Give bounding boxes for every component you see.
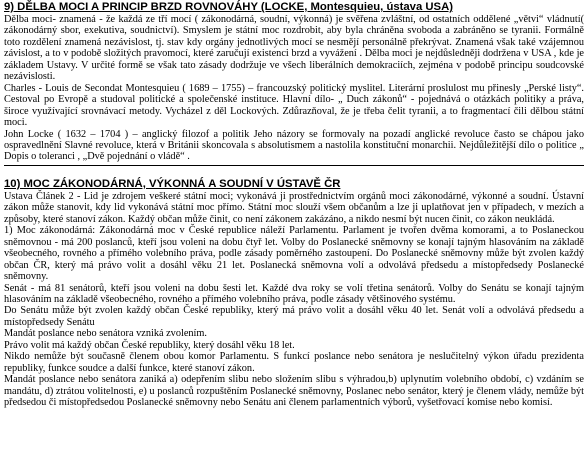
- section-10-paragraph-pravo-volit: Právo volit má každý občan České republiky, který dosáhl věku 18 let.: [4, 339, 295, 351]
- section-9-paragraph-locke: John Locke ( 1632 – 1704 ) – anglický filozof a politik Jeho názory se formovaly na pozadí anglické revoluce často se chápou jako ospravedlnění Slavné revoluce, která v Británii skoncovala s absolutismem a nastolila konstituční monarchii. Nejdůležitější dílo o politice „ Dopis o toleranci , „Dvě pojednání o vládě“ .: [4, 128, 584, 163]
- section-9-paragraph-delba-moci: Dělba moci- znamená - že každá ze tří mocí ( zákonodárná, soudní, výkonná) je svěřena zvláštní, od ostatních oddělené „větvi“ vládnutí( zákonodárný sbor, exekutiva, soudnictví). Smyslem je státní moc rozdrobit, aby byla chráněna svoboda a zabráněno se tyranii. Formálně toto rozdělení znamená nezávislost, tj. stav kdy orgány jednotlivých mocí se nesmějí personálně překrývat. Znamená však také vzájemnou závislost, a to v podobě složitých pravomocí, které zaručují existenci brzd a vyvážení . Dělba moci je nejdůsledněji dodržena v USA , kde je základem Ustavy. V určité formě se však tato zásady dodržuje ve všech liberálních demokraciích, zejména v podobě principu soudcovské nezávislosti.: [4, 14, 584, 83]
- section-10-title: 10) MOC ZÁKONODÁRNÁ, VÝKONNÁ A SOUDNÍ V ÚSTAVĚ ČR: [4, 177, 341, 190]
- section-10-paragraph-senat: Senát - má 81 senátorů, kteří jsou voleni na dobu šesti let. Každé dva roky se volí třetina senátorů. Volby do Senátu se konají tajným hlasováním na základě všeobecného, rovného a přímého volebního práva, podle zásady většinového systému.: [4, 282, 584, 305]
- section-9-title: 9) DĚLBA MOCI A PRINCIP BRZD ROVNOVÁHY (LOCKE, Montesquieu, ústava USA): [4, 1, 453, 13]
- section-10-paragraph-senat-volitelnost: Do Senátu může být zvolen každý občan České republiky, který má právo volit a dosáhl věku 40 let. Senát volí a odvolává předsedu a místopředsedy Senátu: [4, 305, 584, 328]
- document-page: [4, 1, 584, 409]
- section-9-paragraph-montesquieu: Charles - Louis de Secondat Montesquieu ( 1689 – 1755) – francouzský politický myslitel. Literární proslulost mu přinesly „Perské listy“. Cestoval po Evropě a studoval politické a společenské instituce. Hlavní dílo- „ Duch zákonů“ - pojednává o otázkách politiky a práva, široce využívající srovnávací metody. Vycházel z děl Lockových. Zdůrazňoval, že je třeba čelit tyranii, a to fragmentací čili dělbou státní moci.: [4, 82, 584, 129]
- section-10-paragraph-zakonodarna-moc: 1) Moc zákonodárná: Zákonodárná moc v České republice náleží Parlamentu. Parlament je tvořen dvěma komorami, a to Poslaneckou sněmovnou - má 200 poslanců, kteří jsou voleni na dobu čtyř let. Volby do Poslanecké sněmovny se konají tajným hlasováním na základě všeobecného, rovného a přímého volebního práva, podle zásady poměrného zastoupení. Do Poslanecké sněmovny může být zvolen každý občan ČR, který má právo volit a dosáhl věku 21 let. Poslanecká sněmovna volí a odvolává předsedu a místopředsedy Poslanecké sněmovny.: [4, 225, 584, 283]
- section-10: [4, 178, 584, 409]
- section-10-paragraph-zanik-mandatu: Mandát poslance nebo senátora zaniká a) odepřením slibu nebo složením slibu s výhradou,b) uplynutím volebního období, c) vzdáním se mandátu, d) ztrátou volitelnosti, e) u poslanců rozpuštěním Poslanecké sněmovny, Poslanec nebo senátor, který je členem vlády, nemůže být předsedou či místopředsedou Poslanecké sněmovny nebo Senátu ani členem parlamentních výborů, vyšetřovací komise nebo komisí.: [4, 374, 584, 409]
- section-10-paragraph-nesluceitelnost: Nikdo nemůže být současně členem obou komor Parlamentu. S funkcí poslance nebo senátora je neslučitelný výkon úřadu prezidenta republiky, funkce soudce a další funkce, které stanoví zákon.: [4, 351, 584, 374]
- section-10-paragraph-mandat: Mandát poslance nebo senátora vzniká zvolením.: [4, 328, 208, 340]
- section-divider: [4, 165, 584, 166]
- section-9: [4, 1, 584, 163]
- section-10-paragraph-ustava: Ustava Článek 2 - Lid je zdrojem veškeré státní moci; vykonává ji prostřednictvím orgánů moci zákonodárné, výkonné a soudní. Ústavní zákon může stanovit, kdy lid vykonává státní moc přímo. Státní moc slouží všem občanům a lze ji uplatňovat jen v případech, v mezích a způsoby, které stanoví zákon. Každý občan může činit, co není zákonem zakázáno, a nikdo nesmí být nucen činit, co zákon neukládá.: [4, 190, 584, 225]
